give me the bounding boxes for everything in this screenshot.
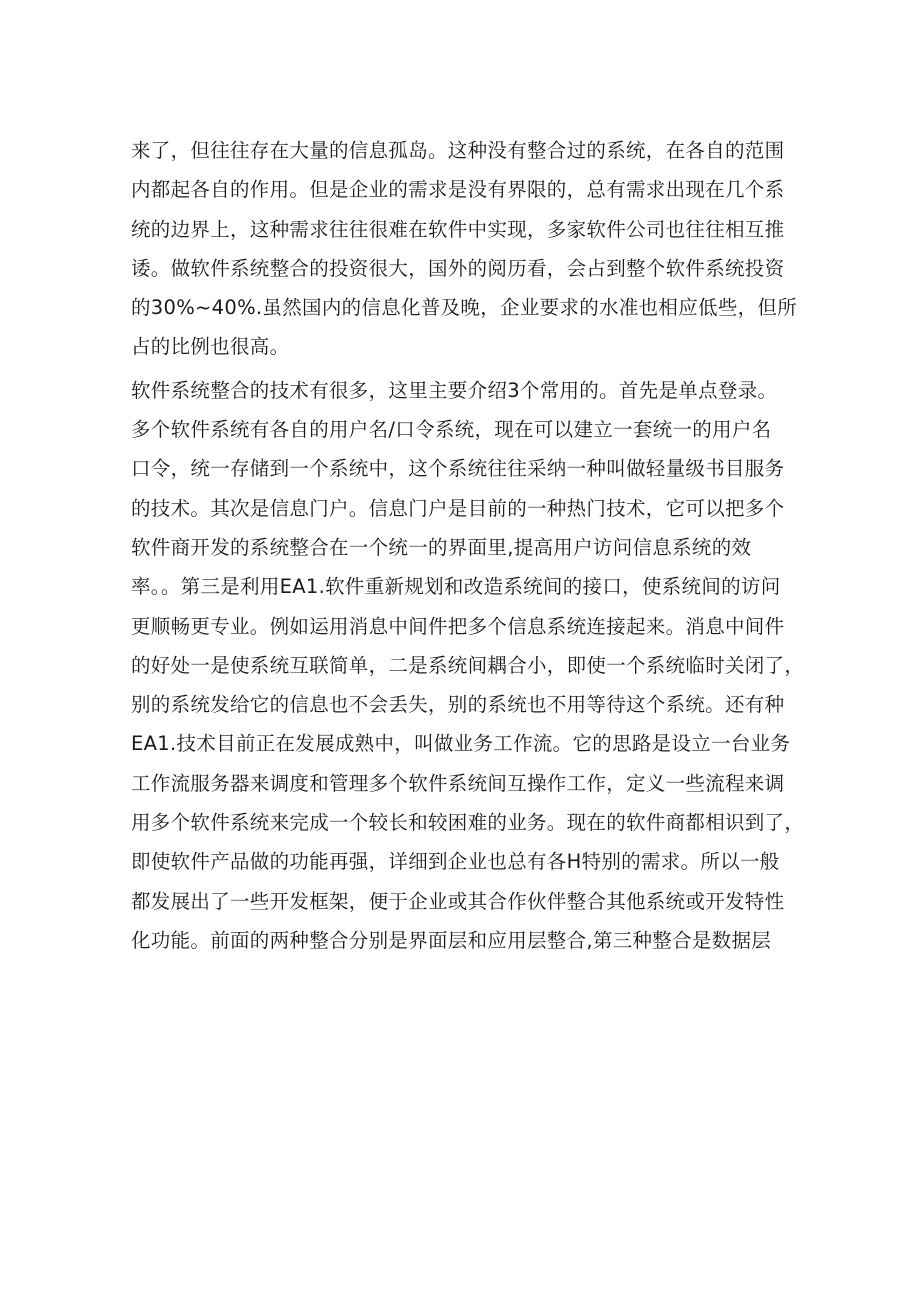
text-line: 率。。第三是利用EA1.软件重新规划和改造系统间的接口，使系统间的访问 bbox=[131, 575, 781, 599]
text-line: 口令，统一存储到一个系统中，这个系统往往采纳一种叫做轻量级书目服务 bbox=[131, 457, 785, 481]
text-line: 软件系统整合的技术有很多，这里主要介绍3个常用的。首先是单点登录。 bbox=[131, 378, 778, 402]
text-line: 来了，但往往存在大量的信息孤岛。这种没有整合过的系统，在各自的范围 bbox=[131, 139, 785, 162]
paragraph-1 bbox=[131, 131, 811, 367]
text-line: 的好处一是使系统互联简单，二是系统间耦合小，即使一个系统临时关闭了， bbox=[131, 653, 805, 677]
text-line: 的30%~40%.虽然国内的信息化普及晚，企业要求的水准也相应低些，但所 bbox=[131, 296, 798, 320]
text-line: 多个软件系统有各自的用户名/口令系统，现在可以建立一套统一的用户名 bbox=[131, 418, 772, 442]
text-line: 内都起各自的作用。但是企业的需求是没有界限的，总有需求出现在几个系 bbox=[131, 178, 785, 202]
paragraph-2 bbox=[131, 371, 811, 960]
text-line: 化功能。前面的两种整合分别是界面层和应用层整合,第三种整合是数据层 bbox=[131, 928, 772, 952]
document-body bbox=[131, 131, 811, 960]
text-line: 更顺畅更专业。例如运用消息中间件把多个信息系统连接起来。消息中间件 bbox=[131, 614, 785, 638]
text-line: 诿。做软件系统整合的投资很大，国外的阅历看，会占到整个软件系统投资 bbox=[131, 256, 785, 280]
text-line: 的技术。其次是信息门户。信息门户是目前的一种热门技术，它可以把多个 bbox=[131, 496, 785, 520]
text-line: 即使软件产品做的功能再强，详细到企业也总有各H特别的需求。所以一般 bbox=[131, 850, 780, 874]
text-line: 软件商开发的系统整合在一个统一的界面里,提高用户访问信息系统的效 bbox=[131, 535, 752, 559]
text-line: 工作流服务器来调度和管理多个软件系统间互操作工作，定义一些流程来调 bbox=[131, 771, 785, 795]
text-line: 别的系统发给它的信息也不会丢失，别的系统也不用等待这个系统。还有种 bbox=[131, 693, 785, 717]
text-line: 都发展出了一些开发框架，便于企业或其合作伙伴整合其他系统或开发特性 bbox=[131, 889, 785, 913]
text-line: 用多个软件系统来完成一个较长和较困难的业务。现在的软件商都相识到了， bbox=[131, 811, 805, 835]
text-line: 占的比例也很高。 bbox=[131, 335, 290, 359]
text-line: 统的边界上，这种需求往往很难在软件中实现，多家软件公司也往往相互推 bbox=[131, 217, 785, 241]
text-line: EA1.技术目前正在发展成熟中，叫做业务工作流。它的思路是设立一台业务 bbox=[131, 732, 791, 756]
